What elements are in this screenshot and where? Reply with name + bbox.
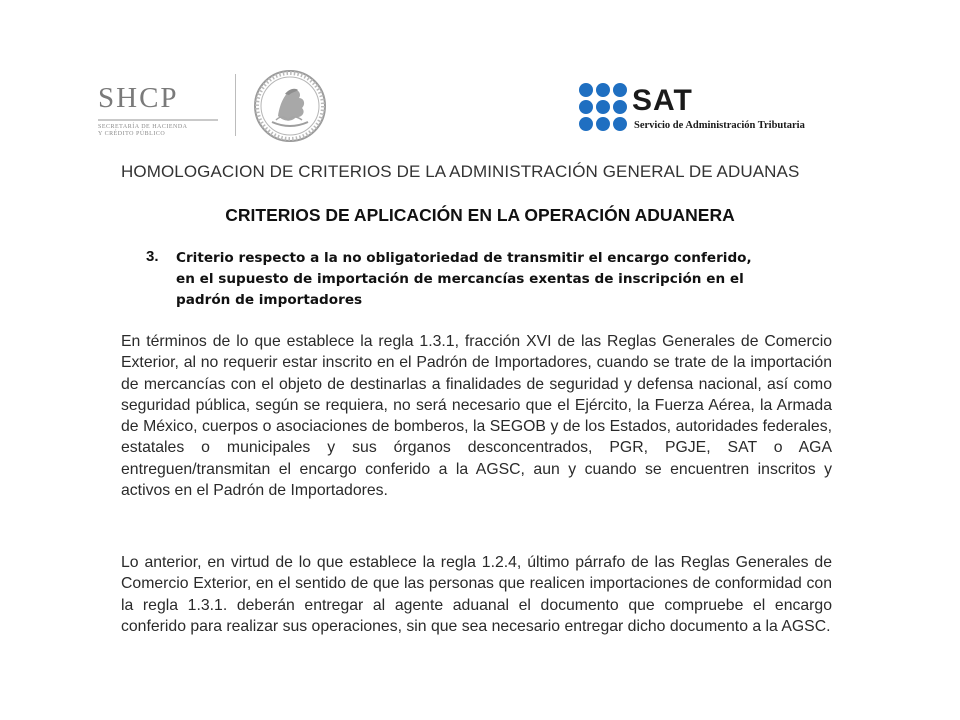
- paragraph-1: En términos de lo que establece la regla 1.3.1, fracción XVI de las Reglas Generales de Comercio Exterior, al no requerir estar inscrito en el Padrón de Importadores, cuando se trate de la importación de mercancías con el objeto de destinarlas a finalidades de seguridad y defensa nacional, así como seguridad pública, según se requiera, no será necesario que el Ejército, la Fuerza Aérea, la Armada de México, cuerpos o asociaciones de bomberos, la SEGOB y de los Estados, autoridades federales, estatales o municipales y sus órganos desconcentrados, PGR, PGJE, SAT o AGA entreguen/transmitan el encargo conferido a la AGSC, aun y cuando se encuentren inscritos y activos en el Padrón de Importadores.: [121, 333, 832, 500]
- sat-subtitle: Servicio de Administración Tributaria: [634, 120, 805, 131]
- shcp-logo: [82, 72, 242, 142]
- criterion-heading-line3: padrón de importadores: [176, 292, 363, 308]
- shcp-subtitle-line2: Y CRÉDITO PÚBLICO: [98, 131, 166, 137]
- sat-wordmark: SAT: [632, 84, 693, 117]
- criterion-number: 3.: [146, 248, 159, 265]
- shcp-wordmark: SHCP: [98, 82, 179, 114]
- paragraph-2: Lo anterior, en virtud de lo que establece la regla 1.2.4, último párrafo de las Reglas Generales de Comercio Exterior, en el sentido de que las personas que realicen importaciones de conformidad con la regla 1.3.1. deberán entregar al agente aduanal el documento que compruebe el encargo conferido para realizar sus operaciones, sin que sea necesario entregar dicho documento a la AGSC.: [121, 554, 832, 635]
- criterion-heading: [176, 248, 826, 311]
- sat-logo: [578, 82, 838, 132]
- document-header: [0, 0, 960, 150]
- organization-title: HOMOLOGACION DE CRITERIOS DE LA ADMINISTRACIÓN GENERAL DE ADUANAS: [121, 162, 800, 181]
- criterion-heading-line1: Criterio respecto a la no obligatoriedad de transmitir el encargo conferido,: [176, 250, 752, 266]
- mexico-coat-of-arms-icon: [252, 68, 328, 144]
- shcp-subtitle: [98, 124, 248, 138]
- shcp-subtitle-line1: SECRETARÍA DE HACIENDA: [98, 124, 188, 130]
- logo-divider: [235, 74, 236, 136]
- shcp-rule: [98, 119, 218, 121]
- sat-dots-icon: [578, 82, 628, 132]
- document-title: CRITERIOS DE APLICACIÓN EN LA OPERACIÓN ADUANERA: [225, 205, 735, 225]
- criterion-heading-line2: en el supuesto de importación de mercancías exentas de inscripción en el: [176, 271, 744, 287]
